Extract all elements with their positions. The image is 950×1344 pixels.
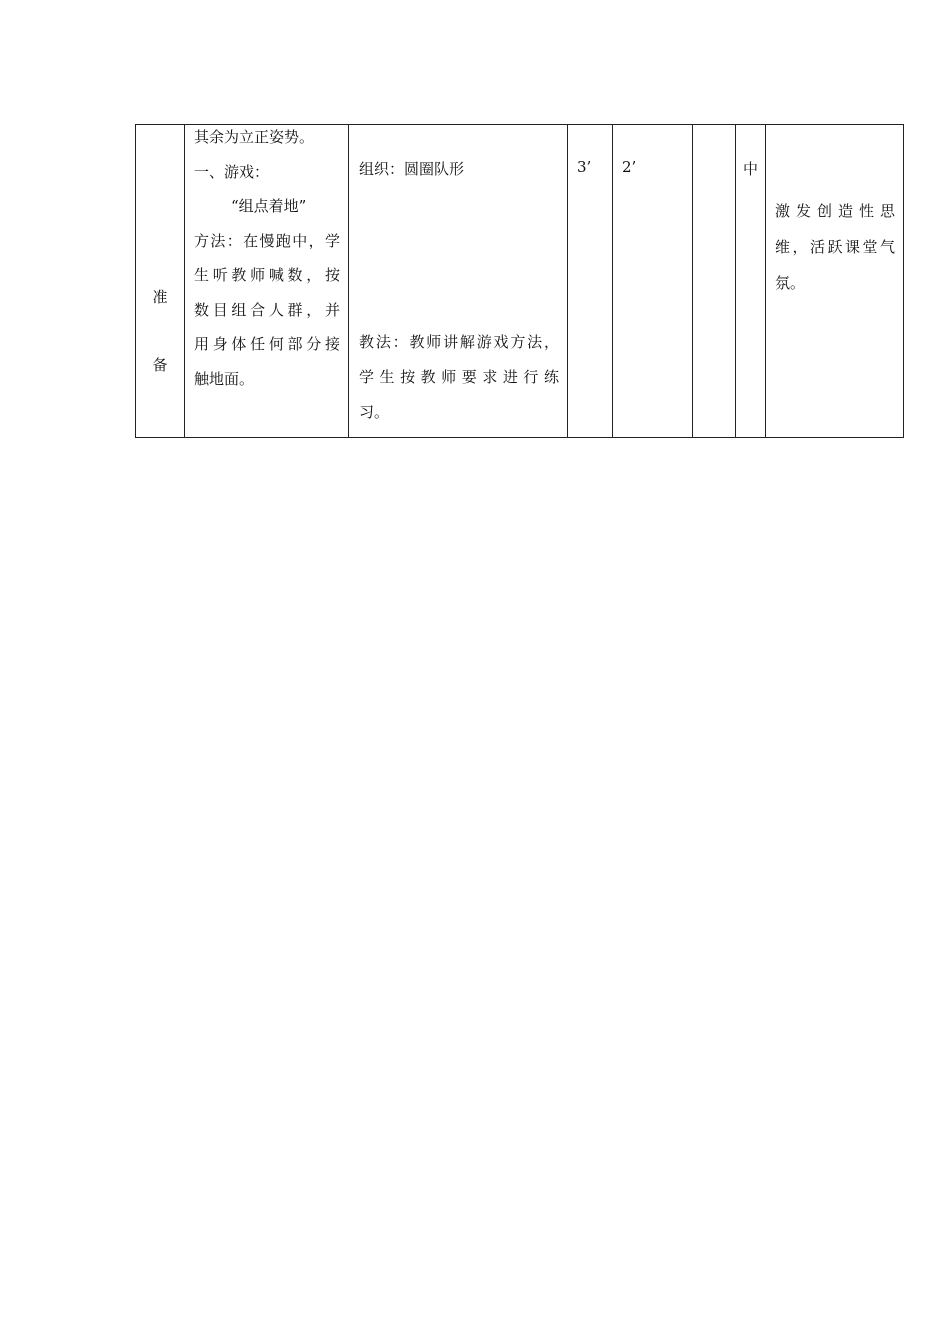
purpose-line: 激发创造性思: [775, 202, 895, 220]
content-cell: [185, 125, 349, 438]
count-value: 2’: [622, 158, 637, 176]
method-line: 学生按教师要求进行练: [359, 368, 559, 386]
count-cell: [613, 125, 693, 438]
content-line: 触地面。: [194, 369, 255, 388]
intensity-cell: [736, 125, 766, 438]
method-line: 习。: [359, 403, 390, 421]
lesson-plan-table: [135, 124, 904, 438]
time-value: 3’: [577, 158, 592, 176]
content-line: 方法：在慢跑中，学: [194, 231, 340, 250]
purpose-cell: [766, 125, 904, 438]
stage-char: 备: [152, 356, 168, 374]
content-line: 数目组合人群，并: [194, 300, 340, 319]
purpose-line: 维，活跃课堂气: [775, 238, 895, 256]
organization-text: 组织：圆圈队形: [359, 160, 465, 178]
content-line: 其余为立正姿势。: [194, 128, 315, 146]
stage-cell: [136, 125, 185, 438]
game-title: “组点着地”: [231, 197, 307, 215]
method-line: 教法：教师讲解游戏方法，: [359, 333, 559, 351]
content-line: 生听教师喊数，按: [194, 266, 340, 284]
stage-char: 准: [152, 288, 168, 306]
content-line: 用身体任何部分接: [194, 335, 340, 353]
organization-method-cell: [349, 125, 568, 438]
purpose-line: 氛。: [775, 274, 806, 292]
time-cell: [568, 125, 613, 438]
intensity-value: 中: [742, 160, 758, 178]
extra-cell: [693, 125, 736, 438]
content-line: 一、游戏：: [194, 162, 270, 181]
table-row: [136, 125, 904, 438]
